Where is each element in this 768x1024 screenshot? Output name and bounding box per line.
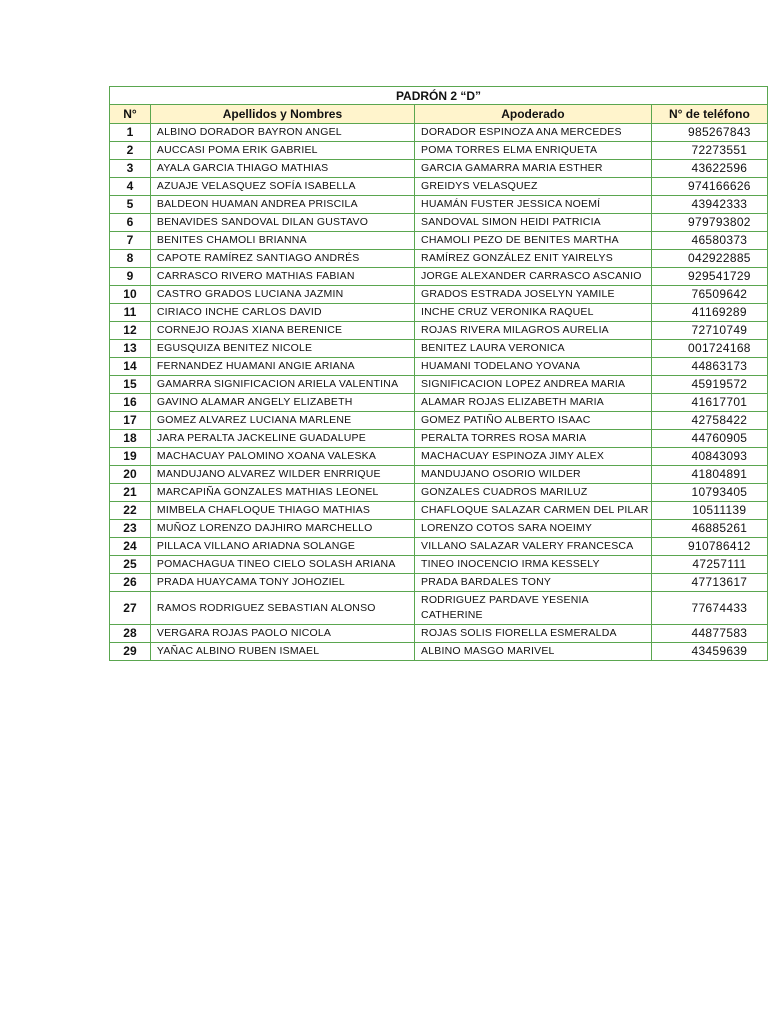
student-name-cell: CASTRO GRADOS LUCIANA JAZMIN — [150, 286, 414, 304]
student-name-cell: MANDUJANO ALVAREZ WILDER ENRRIQUE — [150, 466, 414, 484]
student-name-cell: BENITES CHAMOLI BRIANNA — [150, 232, 414, 250]
apoderado-cell: POMA TORRES ELMA ENRIQUETA — [415, 142, 652, 160]
student-name-cell: BALDEON HUAMAN ANDREA PRISCILA — [150, 196, 414, 214]
phone-cell: 43459639 — [651, 643, 767, 661]
row-number-cell: 24 — [110, 538, 151, 556]
row-number-cell: 7 — [110, 232, 151, 250]
row-number-cell: 8 — [110, 250, 151, 268]
table-row — [110, 286, 768, 304]
table-row — [110, 160, 768, 178]
student-name-cell: GAVINO ALAMAR ANGELY ELIZABETH — [150, 394, 414, 412]
apoderado-cell: GONZALES CUADROS MARILUZ — [415, 484, 652, 502]
apoderado-cell: TINEO INOCENCIO IRMA KESSELY — [415, 556, 652, 574]
row-number-cell: 10 — [110, 286, 151, 304]
table-row — [110, 196, 768, 214]
student-name-cell: PRADA HUAYCAMA TONY JOHOZIEL — [150, 574, 414, 592]
row-number-cell: 16 — [110, 394, 151, 412]
apoderado-cell: CHAFLOQUE SALAZAR CARMEN DEL PILAR — [415, 502, 652, 520]
apoderado-cell: VILLANO SALAZAR VALERY FRANCESCA — [415, 538, 652, 556]
phone-cell: 40843093 — [651, 448, 767, 466]
row-number-cell: 3 — [110, 160, 151, 178]
row-number-cell: 14 — [110, 358, 151, 376]
table-row — [110, 484, 768, 502]
table-row — [110, 214, 768, 232]
phone-cell: 001724168 — [651, 340, 767, 358]
apoderado-cell: PRADA BARDALES TONY — [415, 574, 652, 592]
student-name-cell: GOMEZ ALVAREZ LUCIANA MARLENE — [150, 412, 414, 430]
table-row — [110, 430, 768, 448]
table-row — [110, 232, 768, 250]
student-name-cell: EGUSQUIZA BENITEZ NICOLE — [150, 340, 414, 358]
row-number-cell: 2 — [110, 142, 151, 160]
apoderado-cell: HUAMÁN FUSTER JESSICA NOEMÍ — [415, 196, 652, 214]
student-name-cell: MACHACUAY PALOMINO XOANA VALESKA — [150, 448, 414, 466]
apoderado-cell: CHAMOLI PEZO DE BENITES MARTHA — [415, 232, 652, 250]
table-title: PADRÓN 2 “D” — [110, 87, 768, 105]
phone-cell: 10511139 — [651, 502, 767, 520]
phone-cell: 47257111 — [651, 556, 767, 574]
row-number-cell: 28 — [110, 625, 151, 643]
table-row — [110, 538, 768, 556]
apoderado-cell: MANDUJANO OSORIO WILDER — [415, 466, 652, 484]
phone-cell: 43942333 — [651, 196, 767, 214]
row-number-cell: 1 — [110, 124, 151, 142]
row-number-cell: 29 — [110, 643, 151, 661]
apoderado-cell: RODRIGUEZ PARDAVE YESENIA CATHERINE — [415, 592, 652, 625]
apoderado-cell: PERALTA TORRES ROSA MARIA — [415, 430, 652, 448]
table-row — [110, 520, 768, 538]
phone-cell: 10793405 — [651, 484, 767, 502]
student-name-cell: CAPOTE RAMÍREZ SANTIAGO ANDRÉS — [150, 250, 414, 268]
column-header-phone: N° de teléfono — [651, 105, 767, 124]
row-number-cell: 6 — [110, 214, 151, 232]
table-body — [110, 124, 768, 661]
phone-cell: 46580373 — [651, 232, 767, 250]
apoderado-cell: MACHACUAY ESPINOZA JIMY ALEX — [415, 448, 652, 466]
table-row — [110, 142, 768, 160]
apoderado-cell: SIGNIFICACION LOPEZ ANDREA MARIA — [415, 376, 652, 394]
row-number-cell: 5 — [110, 196, 151, 214]
phone-cell: 44760905 — [651, 430, 767, 448]
row-number-cell: 17 — [110, 412, 151, 430]
row-number-cell: 11 — [110, 304, 151, 322]
student-name-cell: VERGARA ROJAS PAOLO NICOLA — [150, 625, 414, 643]
table-row — [110, 304, 768, 322]
apoderado-cell: DORADOR ESPINOZA ANA MERCEDES — [415, 124, 652, 142]
phone-cell: 47713617 — [651, 574, 767, 592]
phone-cell: 42758422 — [651, 412, 767, 430]
student-name-cell: CIRIACO INCHE CARLOS DAVID — [150, 304, 414, 322]
phone-cell: 76509642 — [651, 286, 767, 304]
student-name-cell: FERNANDEZ HUAMANI ANGIE ARIANA — [150, 358, 414, 376]
apoderado-cell: RAMÍREZ GONZÁLEZ ENIT YAIRELYS — [415, 250, 652, 268]
table-row — [110, 574, 768, 592]
phone-cell: 44863173 — [651, 358, 767, 376]
phone-cell: 042922885 — [651, 250, 767, 268]
apoderado-cell: ALBINO MASGO MARIVEL — [415, 643, 652, 661]
table-row — [110, 466, 768, 484]
header-row — [110, 105, 768, 124]
apoderado-cell: JORGE ALEXANDER CARRASCO ASCANIO — [415, 268, 652, 286]
table-row — [110, 448, 768, 466]
table-row — [110, 643, 768, 661]
row-number-cell: 20 — [110, 466, 151, 484]
row-number-cell: 12 — [110, 322, 151, 340]
table-row — [110, 124, 768, 142]
apoderado-cell: GRADOS ESTRADA JOSELYN YAMILE — [415, 286, 652, 304]
row-number-cell: 18 — [110, 430, 151, 448]
row-number-cell: 4 — [110, 178, 151, 196]
table-row — [110, 556, 768, 574]
student-name-cell: AYALA GARCIA THIAGO MATHIAS — [150, 160, 414, 178]
row-number-cell: 22 — [110, 502, 151, 520]
student-name-cell: AUCCASI POMA ERIK GABRIEL — [150, 142, 414, 160]
phone-cell: 41804891 — [651, 466, 767, 484]
phone-cell: 41169289 — [651, 304, 767, 322]
phone-cell: 46885261 — [651, 520, 767, 538]
phone-cell: 910786412 — [651, 538, 767, 556]
student-name-cell: ALBINO DORADOR BAYRON ANGEL — [150, 124, 414, 142]
table-row — [110, 502, 768, 520]
student-name-cell: CARRASCO RIVERO MATHIAS FABIAN — [150, 268, 414, 286]
apoderado-cell: INCHE CRUZ VERONIKA RAQUEL — [415, 304, 652, 322]
table-row — [110, 322, 768, 340]
student-name-cell: YAÑAC ALBINO RUBEN ISMAEL — [150, 643, 414, 661]
row-number-cell: 23 — [110, 520, 151, 538]
padron-table — [109, 86, 768, 661]
apoderado-cell: ALAMAR ROJAS ELIZABETH MARIA — [415, 394, 652, 412]
student-name-cell: CORNEJO ROJAS XIANA BERENICE — [150, 322, 414, 340]
table-row — [110, 592, 768, 625]
table-row — [110, 625, 768, 643]
table-row — [110, 250, 768, 268]
row-number-cell: 13 — [110, 340, 151, 358]
table-row — [110, 340, 768, 358]
student-name-cell: AZUAJE VELASQUEZ SOFÍA ISABELLA — [150, 178, 414, 196]
column-header-name: Apellidos y Nombres — [150, 105, 414, 124]
apoderado-cell: GOMEZ PATIÑO ALBERTO ISAAC — [415, 412, 652, 430]
phone-cell: 929541729 — [651, 268, 767, 286]
phone-cell: 41617701 — [651, 394, 767, 412]
phone-cell: 985267843 — [651, 124, 767, 142]
row-number-cell: 26 — [110, 574, 151, 592]
phone-cell: 72710749 — [651, 322, 767, 340]
row-number-cell: 19 — [110, 448, 151, 466]
phone-cell: 45919572 — [651, 376, 767, 394]
table-row — [110, 358, 768, 376]
column-header-num: N° — [110, 105, 151, 124]
student-name-cell: GAMARRA SIGNIFICACION ARIELA VALENTINA — [150, 376, 414, 394]
phone-cell: 44877583 — [651, 625, 767, 643]
student-name-cell: PILLACA VILLANO ARIADNA SOLANGE — [150, 538, 414, 556]
apoderado-cell: LORENZO COTOS SARA NOEIMY — [415, 520, 652, 538]
student-name-cell: MUÑOZ LORENZO DAJHIRO MARCHELLO — [150, 520, 414, 538]
apoderado-cell: ROJAS RIVERA MILAGROS AURELIA — [415, 322, 652, 340]
phone-cell: 72273551 — [651, 142, 767, 160]
row-number-cell: 21 — [110, 484, 151, 502]
phone-cell: 974166626 — [651, 178, 767, 196]
apoderado-cell: GREIDYS VELASQUEZ — [415, 178, 652, 196]
student-name-cell: MARCAPIÑA GONZALES MATHIAS LEONEL — [150, 484, 414, 502]
apoderado-cell: GARCIA GAMARRA MARIA ESTHER — [415, 160, 652, 178]
student-name-cell: RAMOS RODRIGUEZ SEBASTIAN ALONSO — [150, 592, 414, 625]
student-name-cell: MIMBELA CHAFLOQUE THIAGO MATHIAS — [150, 502, 414, 520]
title-row — [110, 87, 768, 105]
phone-cell: 43622596 — [651, 160, 767, 178]
apoderado-cell: BENITEZ LAURA VERONICA — [415, 340, 652, 358]
row-number-cell: 15 — [110, 376, 151, 394]
table-row — [110, 394, 768, 412]
table-row — [110, 412, 768, 430]
column-header-apoderado: Apoderado — [415, 105, 652, 124]
phone-cell: 77674433 — [651, 592, 767, 625]
row-number-cell: 25 — [110, 556, 151, 574]
student-name-cell: BENAVIDES SANDOVAL DILAN GUSTAVO — [150, 214, 414, 232]
apoderado-cell: HUAMANI TODELANO YOVANA — [415, 358, 652, 376]
row-number-cell: 9 — [110, 268, 151, 286]
student-name-cell: JARA PERALTA JACKELINE GUADALUPE — [150, 430, 414, 448]
table-row — [110, 268, 768, 286]
phone-cell: 979793802 — [651, 214, 767, 232]
student-name-cell: POMACHAGUA TINEO CIELO SOLASH ARIANA — [150, 556, 414, 574]
row-number-cell: 27 — [110, 592, 151, 625]
table-row — [110, 376, 768, 394]
apoderado-cell: SANDOVAL SIMON HEIDI PATRICIA — [415, 214, 652, 232]
table-row — [110, 178, 768, 196]
apoderado-cell: ROJAS SOLIS FIORELLA ESMERALDA — [415, 625, 652, 643]
